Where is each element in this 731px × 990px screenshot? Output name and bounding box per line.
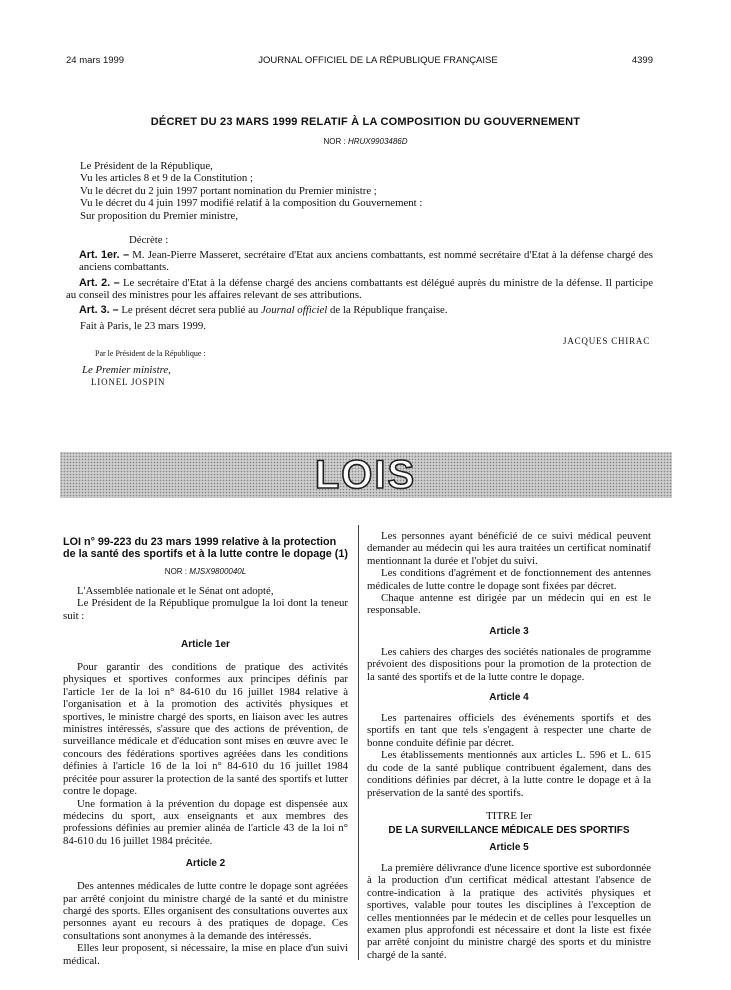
article-text: Le secrétaire d'Etat à la défense chargé des anciens combattants est délégué auprès du ministre de la défense. Il participe au conseil des ministres pour les affaires relevant de ses attributions. [66,277,653,302]
section-banner-title: LOIS [314,453,417,497]
paragraph: Elles leur proposent, si nécessaire, la mise en place d'un suivi médical. [63,942,348,967]
column-divider [358,525,359,960]
article-2-continued [367,530,651,617]
visa-line: Le Président de la République, [80,160,213,172]
preamble-line: L'Assemblée nationale et le Sénat ont adopté, [77,584,274,597]
decret-article-3 [79,304,653,316]
paragraph: Les conditions d'agrément et de fonctionnement des antennes médicales de lutte contre le dopage sont fixées par décret. [367,567,651,592]
loi-column-left [63,536,348,967]
loi-preamble [63,585,348,622]
nor-label: NOR : [323,137,346,146]
nor-label: NOR : [164,566,188,576]
article-5-body [367,862,651,961]
article-label: Art. 3. – [79,304,119,316]
journal-officiel-ref: Journal officiel [261,304,328,316]
loi-title: LOI n° 99-223 du 23 mars 1999 relative à la protection de la santé des sportifs et à la lutte contre le dopage (1) [63,536,348,561]
decrete-line: Décrète : [129,234,169,246]
nor-code: HRUX9903486D [347,137,408,146]
fait-a-paris: Fait à Paris, le 23 mars 1999. [80,320,206,332]
paragraph: Les cahiers des charges des sociétés nationales de programme prévoient des dispositions pour la promotion de la protection de la santé des sportifs et de la lutte contre le dopage. [367,645,651,683]
article-text: M. Jean-Pierre Masseret, secrétaire d'Etat aux anciens combattants, est nommé secrétaire d'Etat à la défense chargé des anciens combattants. [79,249,654,274]
visa-line: Vu le décret du 2 juin 1997 portant nomination du Premier ministre ; [80,184,377,197]
article-heading: Article 2 [185,858,226,870]
paragraph: Les établissements mentionnés aux articles L. 596 et L. 615 du code de la santé publique contribuent également, dans des conditions définies par décret, à la lutte contre le dopage et à la préservation de la santé des sportifs. [367,749,651,799]
signature: JACQUES CHIRAC [563,336,650,346]
titre-heading: TITRE Ier [485,809,533,822]
premier-ministre-name: LIONEL JOSPIN [91,377,166,387]
premier-ministre-title: Le Premier ministre, [82,364,171,376]
header-journal-title: JOURNAL OFFICIEL DE LA RÉPUBLIQUE FRANÇAISE [258,55,498,66]
decret-title: DÉCRET DU 23 MARS 1999 RELATIF À LA COMPOSITION DU GOUVERNEMENT [150,116,581,128]
article-heading: Article 5 [489,841,529,853]
paragraph: Pour garantir des conditions de pratique des activités physiques et sportives conformes aux principes définis par l'article 1er de la loi n° 84-610 du 16 juillet 1984 relative à l'organisation et à la promotion des activités physiques et sportives, le ministre chargé des sports, en liaison avec les autres ministres intéressés, s'assure que des actions de prévention, de surveillance médicale et d'éducation sont mises en œuvre avec le concours des fédérations sportives agréées dans les conditions définies à l'article 16 de la loi n° 84-610 du 16 juillet 1984 précitée pour assurer la protection de la santé des sportifs et lutter contre le dopage. [63,661,348,798]
loi-nor [63,567,348,576]
article-1-body [63,661,348,847]
preamble-line: Le Président de la République promulgue la loi dont la teneur suit : [63,597,348,622]
decret-visas [80,160,422,222]
header-page-number: 4399 [631,55,653,66]
article-heading: Article 4 [489,692,529,704]
decret-article-2 [66,277,653,302]
paragraph: Les personnes ayant bénéficié de ce suivi médical peuvent demander au médecin qui les aura traitées un certificat nominatif mentionnant la durée et l'objet du suivi. [367,530,651,567]
article-heading: Article 3 [489,625,529,637]
paragraph: La première délivrance d'une licence sportive est subordonnée à la production d'un certificat médical attestant l'absence de contre-indication à la pratique des activités physiques et sportives, valable pour toutes les disciplines à l'exception de celles mentionnées par le médecin et de celles pour lesquelles un examen plus approfondi est nécessaire et dont la liste est fixée par arrêté conjoint du ministre chargé des sports et du ministre chargé de la santé. [367,861,651,961]
titre-subheading: DE LA SURVEILLANCE MÉDICALE DES SPORTIFS [388,824,630,836]
article-2-body [63,880,348,967]
visa-line: Vu le décret du 4 juin 1997 modifié relatif à la composition du Gouvernement : [80,197,423,210]
decret-nor [0,137,731,146]
article-text: de la République française. [330,304,448,316]
paragraph: Les partenaires officiels des événements sportifs et des sportifs en tant que tels s'engagent à respecter une charte de bonne conduite définie par décret. [367,712,651,749]
loi-column-right [367,530,651,961]
header-date: 24 mars 1999 [66,55,125,66]
article-heading: Article 1er [181,639,230,651]
article-label: Art. 2. – [79,277,120,289]
paragraph: Chaque antenne est dirigée par un médecin qui en est le responsable. [367,592,651,617]
nor-code: MJSX9800040L [189,566,247,576]
running-header [66,55,653,66]
visa-line: Vu les articles 8 et 9 de la Constitution ; [80,172,253,185]
article-3-body [367,646,651,683]
contreseing-label: Par le Président de la République : [95,349,206,358]
visa-line: Sur proposition du Premier ministre, [80,209,239,222]
decret-article-1 [79,249,653,274]
paragraph: Des antennes médicales de lutte contre le dopage sont agréées par arrêté conjoint du ministre chargé de la santé et du ministre chargé des sports. Elles organisent des consultations ouvertes aux personnes ayant eu recours à des pratiques de dopage. Ces consultations sont anonymes à la demande des intéressés. [63,880,348,942]
article-label: Art. 1er. – [79,249,130,261]
article-4-body [367,712,651,799]
paragraph: Une formation à la prévention du dopage est dispensée aux médecins du sport, aux enseignants et aux membres des professions définies au premier alinéa de l'article 43 de la loi n° 84-610 du 16 juillet 1984 précitée. [63,797,348,847]
article-text: Le présent décret sera publié au [121,304,259,316]
